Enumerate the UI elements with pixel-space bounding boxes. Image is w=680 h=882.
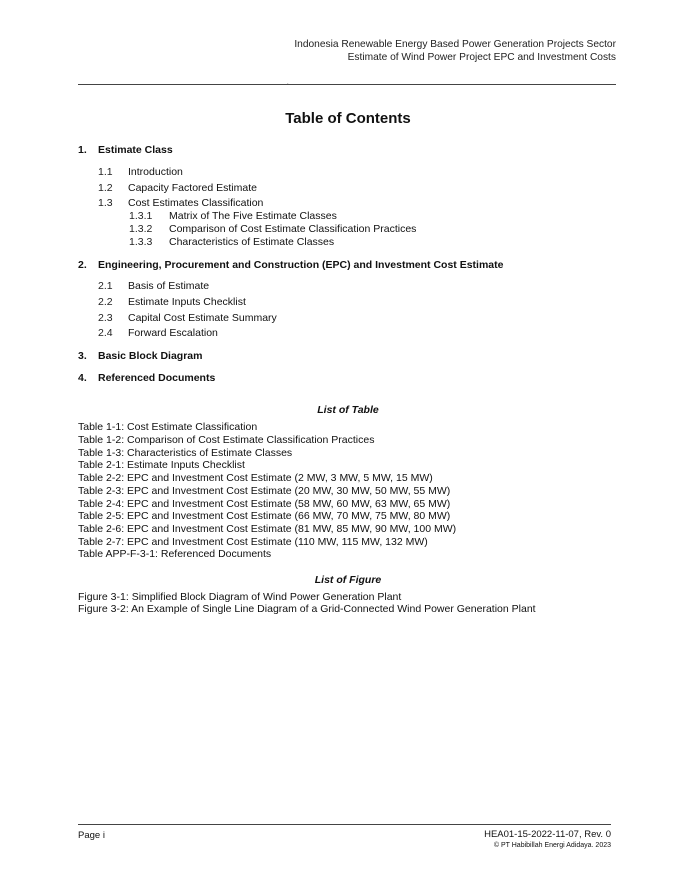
toc-number: 2.1 bbox=[98, 280, 113, 292]
page-header bbox=[294, 38, 616, 64]
list-of-figure-item[interactable]: Figure 3-2: An Example of Single Line Diagram of a Grid-Connected Wind Power Generation Plant bbox=[78, 603, 536, 615]
copyright-notice: © PT Habibillah Energi Adidaya. 2023 bbox=[493, 842, 611, 849]
list-of-table-item[interactable]: Table 2-4: EPC and Investment Cost Estimate (58 MW, 60 MW, 63 MW, 65 MW) bbox=[78, 498, 451, 510]
toc-item-2-4[interactable] bbox=[98, 327, 218, 339]
header-line-1: Indonesia Renewable Energy Based Power Generation Projects Sector bbox=[294, 39, 616, 50]
toc-item-2-2[interactable] bbox=[98, 296, 246, 308]
toc-label: Forward Escalation bbox=[128, 327, 218, 339]
toc-number: 2.2 bbox=[98, 296, 113, 308]
toc-number: 1.3.1 bbox=[129, 210, 153, 222]
toc-number: 4. bbox=[78, 372, 87, 384]
list-of-table-item[interactable]: Table 1-2: Comparison of Cost Estimate Classification Practices bbox=[78, 434, 375, 446]
footer-doc-info bbox=[484, 829, 611, 851]
document-id: HEA01-15-2022-11-07, Rev. 0 bbox=[484, 829, 611, 840]
toc-label: Estimate Class bbox=[98, 144, 173, 156]
list-of-table-heading: List of Table bbox=[317, 404, 379, 416]
page-title: Table of Contents bbox=[285, 110, 411, 127]
toc-item-2-3[interactable] bbox=[98, 312, 277, 324]
toc-number: 2.4 bbox=[98, 327, 113, 339]
toc-item-1-1[interactable] bbox=[98, 166, 183, 178]
footer-divider bbox=[78, 824, 611, 825]
list-of-table-item[interactable]: Table 1-1: Cost Estimate Classification bbox=[78, 421, 258, 433]
list-of-table-item[interactable]: Table 2-3: EPC and Investment Cost Estimate (20 MW, 30 MW, 50 MW, 55 MW) bbox=[78, 485, 451, 497]
list-of-table-item[interactable]: Table 2-7: EPC and Investment Cost Estimate (110 MW, 115 MW, 132 MW) bbox=[78, 536, 428, 548]
list-of-table-item[interactable]: Table 1-3: Characteristics of Estimate Classes bbox=[78, 447, 293, 459]
toc-number: 1.2 bbox=[98, 182, 113, 194]
toc-section-4[interactable] bbox=[78, 372, 215, 384]
toc-label: Estimate Inputs Checklist bbox=[128, 296, 246, 308]
toc-section-3[interactable] bbox=[78, 350, 202, 362]
toc-label: Basic Block Diagram bbox=[98, 350, 203, 362]
page-number: Page i bbox=[78, 830, 105, 841]
list-of-figure-item[interactable]: Figure 3-1: Simplified Block Diagram of Wind Power Generation Plant bbox=[78, 591, 402, 603]
toc-number: 2.3 bbox=[98, 312, 113, 324]
stray-mark: . bbox=[287, 80, 289, 86]
toc-number: 3. bbox=[78, 350, 87, 362]
header-divider bbox=[78, 84, 616, 85]
toc-label: Referenced Documents bbox=[98, 372, 216, 384]
toc-label: Matrix of The Five Estimate Classes bbox=[169, 210, 337, 222]
toc-section-2[interactable] bbox=[78, 259, 503, 271]
list-of-table-item[interactable]: Table 2-5: EPC and Investment Cost Estimate (66 MW, 70 MW, 75 MW, 80 MW) bbox=[78, 510, 451, 522]
toc-label: Basis of Estimate bbox=[128, 280, 210, 292]
toc-label: Capacity Factored Estimate bbox=[128, 182, 257, 194]
toc-item-1-3[interactable] bbox=[98, 197, 263, 209]
toc-number: 1.3.2 bbox=[129, 223, 153, 235]
toc-label: Comparison of Cost Estimate Classification Practices bbox=[169, 223, 417, 235]
list-of-table-item[interactable]: Table APP-F-3-1: Referenced Documents bbox=[78, 548, 272, 560]
header-line-2: Estimate of Wind Power Project EPC and Investment Costs bbox=[347, 52, 616, 63]
toc-label: Introduction bbox=[128, 166, 183, 178]
list-of-table-item[interactable]: Table 2-1: Estimate Inputs Checklist bbox=[78, 459, 245, 471]
toc-number: 2. bbox=[78, 259, 87, 271]
toc-label: Capital Cost Estimate Summary bbox=[128, 312, 277, 324]
toc-label: Cost Estimates Classification bbox=[128, 197, 264, 209]
toc-item-1-3-3[interactable] bbox=[129, 236, 334, 248]
toc-section-1[interactable] bbox=[78, 144, 173, 156]
toc-label: Characteristics of Estimate Classes bbox=[169, 236, 335, 248]
toc-label: Engineering, Procurement and Construction (EPC) and Investment Cost Estimate bbox=[98, 259, 504, 271]
toc-number: 1. bbox=[78, 144, 87, 156]
list-of-figure-heading: List of Figure bbox=[314, 574, 382, 586]
toc-number: 1.1 bbox=[98, 166, 113, 178]
toc-item-1-3-2[interactable] bbox=[129, 223, 416, 235]
toc-item-1-3-1[interactable] bbox=[129, 210, 337, 222]
toc-item-1-2[interactable] bbox=[98, 182, 257, 194]
toc-number: 1.3 bbox=[98, 197, 113, 209]
list-of-table-item[interactable]: Table 2-2: EPC and Investment Cost Estimate (2 MW, 3 MW, 5 MW, 15 MW) bbox=[78, 472, 433, 484]
toc-number: 1.3.3 bbox=[129, 236, 153, 248]
list-of-table-item[interactable]: Table 2-6: EPC and Investment Cost Estimate (81 MW, 85 MW, 90 MW, 100 MW) bbox=[78, 523, 457, 535]
toc-item-2-1[interactable] bbox=[98, 280, 209, 292]
